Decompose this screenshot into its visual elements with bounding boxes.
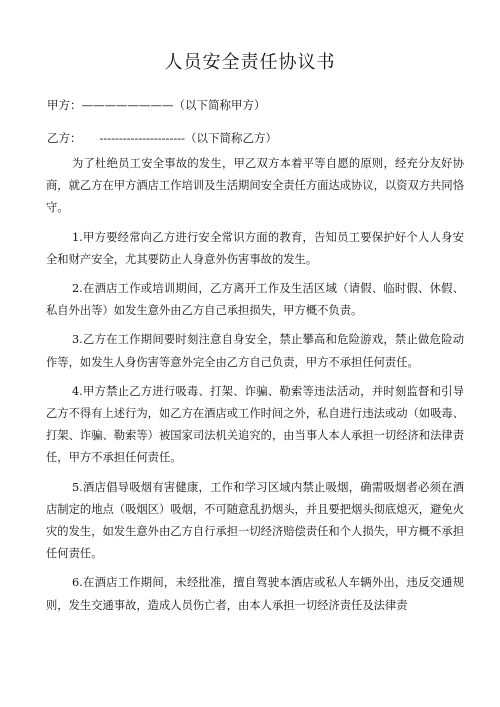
document-title: 人员安全责任协议书 [164, 52, 336, 73]
party-a-note: （以下简称甲方） [173, 98, 266, 112]
party-a-line [47, 96, 467, 114]
party-b-line [47, 129, 467, 147]
paragraph-clause-6: 6.在酒店工作期间，未经批准，擅自驾驶本酒店或私人车辆外出，违反交通规则，发生交通事故，造成人员伤亡者，由本人承担一切经济责任及法律责 [46, 576, 464, 612]
paragraph-intro: 为了杜绝员工安全事故的发生，甲乙双方本着平等自愿的原则，经充分友好协商，就乙方在甲方酒店工作培训及生活期间安全责任方面达成协议，以资双方共同恪守。 [46, 157, 464, 215]
paragraph-clause-5: 5.酒店倡导吸烟有害健康，工作和学习区域内禁止吸烟，确需吸烟者必须在酒店制定的地点（吸烟区）吸烟，不可随意乱扔烟头，并且要把烟头彻底熄灭，避免火灾的发生，如发生意外由乙方自行承担一切经济赔偿责任和个人损失，甲方概不承担任何责任。 [46, 480, 464, 561]
party-a-blank: ———————— [81, 98, 174, 112]
paragraph-clause-1: 1.甲方要经常向乙方进行安全常识方面的教育，告知员工要保护好个人人身安全和财产安全，尤其要防止人身意外伤害事故的发生。 [46, 230, 464, 266]
party-a-label: 甲方： [47, 98, 82, 112]
paragraph-clause-2: 2.在酒店工作或培训期间，乙方离开工作及生活区域（请假、临时假、休假、私自外出等）如发生意外由乙方自己承担损失，甲方概不负责。 [46, 282, 464, 318]
paragraph-clause-4: 4.甲方禁止乙方进行吸毒、打架、诈骗、勒索等违法活动，并时刻监督和引导乙方不得有上述行为，如乙方在酒店或工作时间之外，私自进行违法或动（如吸毒、打架、诈骗、勒索等）被国家司法机关追究的，由当事人本人承担一切经济和法律责任，甲方不承担任何责任。 [46, 384, 464, 465]
paragraph-clause-3: 3.乙方在工作期间要时刻注意自身安全，禁止攀高和危险游戏，禁止做危险动作等，如发生人身伤害等意外完全由乙方自己负责，甲方不承担任何责任。 [46, 333, 464, 369]
party-b-blank: ---------------------- [99, 131, 185, 145]
party-b-label: 乙方： [47, 131, 82, 145]
party-b-note: （以下简称乙方） [185, 131, 277, 145]
agreement-body [46, 153, 464, 617]
